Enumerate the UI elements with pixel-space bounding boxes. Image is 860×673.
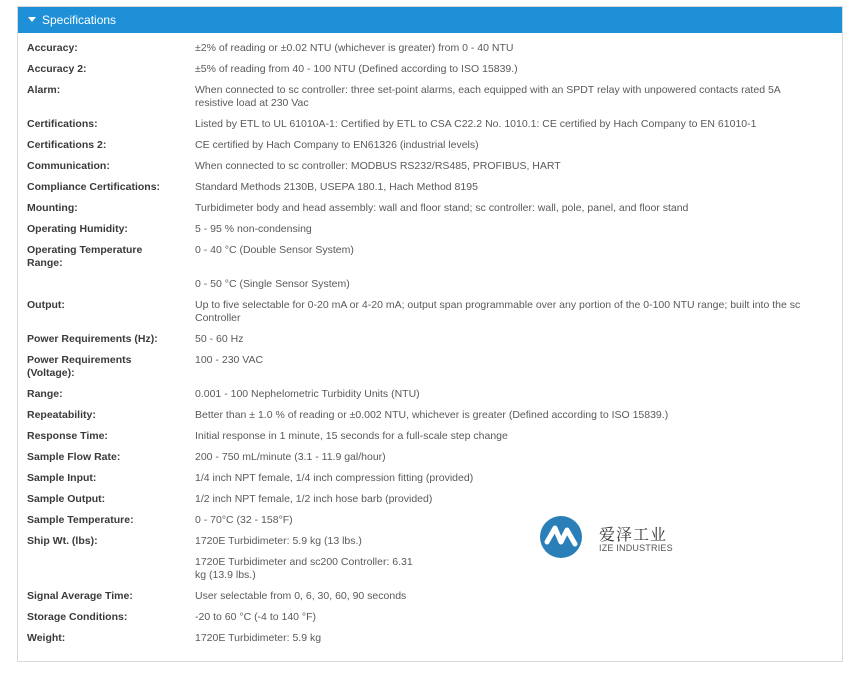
specifications-panel: [17, 6, 843, 662]
ize-logo-icon: [537, 512, 587, 562]
spec-value: -20 to 60 °C (-4 to 140 °F): [195, 611, 317, 623]
spec-label: Communication:: [27, 160, 110, 172]
spec-label: Ship Wt. (lbs):: [27, 535, 98, 547]
spec-value: 1720E Turbidimeter: 5.9 kg (13 lbs.): [195, 535, 362, 547]
spec-value: 0 - 70°C (32 - 158°F): [195, 514, 293, 526]
spec-label: Storage Conditions:: [27, 611, 128, 623]
spec-label: Compliance Certifications:: [27, 181, 161, 193]
spec-value: 100 - 230 VAC: [195, 354, 264, 366]
spec-value: Initial response in 1 minute, 15 seconds for a full-scale step change: [195, 430, 508, 442]
spec-label: Operating Temperature Range:: [27, 244, 143, 269]
spec-value: Listed by ETL to UL 61010A-1: Certified by ETL to CSA C22.2 No. 1010.1: CE certified by Hach Company to EN 61010-1: [195, 118, 757, 130]
spec-label: Accuracy:: [27, 42, 78, 54]
spec-value: 1/4 inch NPT female, 1/4 inch compression fitting (provided): [195, 472, 474, 484]
spec-value: 1720E Turbidimeter: 5.9 kg: [195, 632, 322, 644]
spec-value: Better than ± 1.0 % of reading or ±0.002 NTU, whichever is greater (Defined according to ISO 15839.): [195, 409, 669, 421]
spec-value: 0 - 50 °C (Single Sensor System): [195, 278, 350, 290]
spec-label: Certifications 2:: [27, 139, 107, 151]
spec-label: Repeatability:: [27, 409, 96, 421]
spec-label: Response Time:: [27, 430, 108, 442]
spec-value: ±5% of reading from 40 - 100 NTU (Defined according to ISO 15839.): [195, 63, 518, 75]
spec-label: Range:: [27, 388, 63, 400]
spec-value: 0.001 - 100 Nephelometric Turbidity Units (NTU): [195, 388, 420, 400]
spec-label: Power Requirements (Hz):: [27, 333, 158, 345]
spec-label: Weight:: [27, 632, 66, 644]
spec-value: Standard Methods 2130B, USEPA 180.1, Hach Method 8195: [195, 181, 478, 193]
specifications-title: Specifications: [42, 13, 117, 27]
spec-label: Alarm:: [27, 84, 61, 96]
spec-label: Power Requirements (Voltage):: [27, 354, 132, 379]
spec-value: 1720E Turbidimeter and sc200 Controller: 6.31 kg (13.9 lbs.): [195, 556, 413, 581]
spec-value: When connected to sc controller: MODBUS RS232/RS485, PROFIBUS, HART: [195, 160, 561, 172]
logo-chinese-text: 爱泽工业: [599, 525, 668, 544]
logo-english-text: IZE INDUSTRIES: [599, 543, 673, 553]
spec-label: Certifications:: [27, 118, 98, 130]
spec-value: 200 - 750 mL/minute (3.1 - 11.9 gal/hour): [195, 451, 386, 463]
spec-value: 1/2 inch NPT female, 1/2 inch hose barb (provided): [195, 493, 433, 505]
spec-value: 50 - 60 Hz: [195, 333, 244, 345]
caret-down-icon: [28, 17, 36, 22]
spec-label: Mounting:: [27, 202, 78, 214]
spec-value: When connected to sc controller: three set-point alarms, each equipped with an SPDT relay with unpowered contacts rated 5A resistive load at 230 Vac: [195, 84, 781, 109]
spec-value: 5 - 95 % non-condensing: [195, 223, 312, 235]
spec-label: Output:: [27, 299, 65, 311]
spec-label: Sample Input:: [27, 472, 97, 484]
spec-label: Accuracy 2:: [27, 63, 87, 75]
spec-label: Sample Output:: [27, 493, 106, 505]
spec-label: Sample Temperature:: [27, 514, 134, 526]
spec-label: Signal Average Time:: [27, 590, 133, 602]
spec-value: CE certified by Hach Company to EN61326 (industrial levels): [195, 139, 479, 151]
spec-value: 0 - 40 °C (Double Sensor System): [195, 244, 354, 256]
spec-label: Operating Humidity:: [27, 223, 128, 235]
spec-value: User selectable from 0, 6, 30, 60, 90 seconds: [195, 590, 407, 602]
spec-value: Up to five selectable for 0-20 mA or 4-20 mA; output span programmable over any portion of the 0-100 NTU range; built into the sc Controller: [195, 299, 801, 324]
spec-value: Turbidimeter body and head assembly: wall and floor stand; sc controller: wall, pole, panel, and floor stand: [195, 202, 689, 214]
specifications-header[interactable]: [18, 7, 842, 33]
spec-value: ±2% of reading or ±0.02 NTU (whichever is greater) from 0 - 40 NTU: [195, 42, 514, 54]
spec-label: Sample Flow Rate:: [27, 451, 121, 463]
ize-industries-logo: [537, 512, 697, 562]
